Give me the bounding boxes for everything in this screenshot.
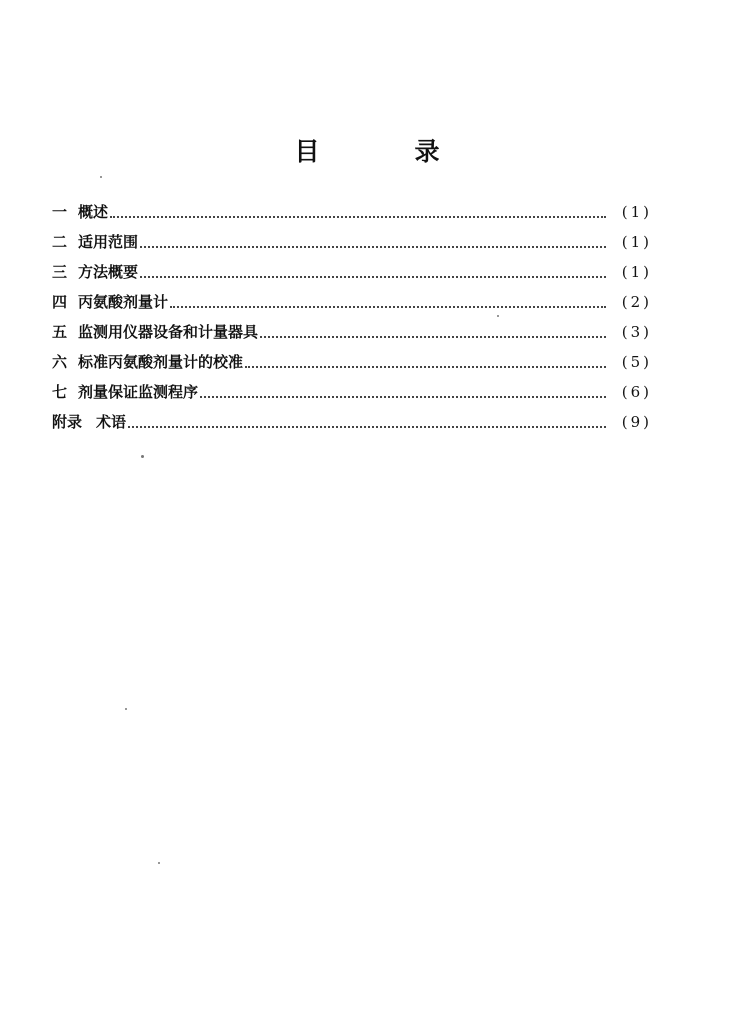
toc-entry-page: (9) — [621, 413, 652, 431]
title-char-1: 目 — [294, 137, 320, 166]
toc-leader-dots — [140, 216, 606, 248]
toc-entry-page: (1) — [621, 233, 652, 251]
toc-entry-number: 一 — [52, 203, 68, 221]
toc-entry-page: (3) — [621, 323, 652, 341]
toc-entry-title: 剂量保证监测程序 — [78, 383, 199, 401]
toc-entry-title: 标准丙氨酸剂量计的校准 — [78, 353, 244, 371]
toc-entry-number: 七 — [52, 383, 68, 401]
toc-entry-number: 附录 — [52, 413, 83, 431]
toc-entry-number: 五 — [52, 323, 68, 341]
toc-entry-page: (5) — [621, 353, 652, 371]
scan-speck — [141, 455, 144, 458]
toc-entry-title: 术语 — [96, 413, 127, 431]
toc-entry-number: 六 — [52, 353, 68, 371]
page-title — [292, 133, 442, 167]
toc-leader-dots — [128, 396, 606, 428]
toc-leader-dots — [140, 246, 606, 278]
toc-entry-page: (2) — [621, 293, 652, 311]
scan-speck — [497, 315, 499, 317]
toc-leader-dots — [170, 276, 606, 308]
scan-speck — [158, 862, 160, 864]
toc-entry-page: (1) — [621, 203, 652, 221]
toc-entry-number: 二 — [52, 233, 68, 251]
toc-entry-title: 适用范围 — [78, 233, 139, 251]
scan-speck — [100, 176, 102, 178]
toc-leader-dots — [200, 366, 606, 398]
toc-entry-appendix[interactable] — [52, 407, 652, 437]
toc-leader-dots — [110, 186, 606, 218]
toc-entry-page: (1) — [621, 263, 652, 281]
toc-entry-title: 方法概要 — [78, 263, 139, 281]
toc-leader-dots — [260, 306, 606, 338]
title-char-2: 录 — [414, 137, 440, 166]
toc-entry-number: 四 — [52, 293, 68, 311]
table-of-contents — [52, 197, 652, 437]
toc-entry-title: 监测用仪器设备和计量器具 — [78, 323, 259, 341]
toc-entry-page: (6) — [621, 383, 652, 401]
toc-entry-title: 概述 — [78, 203, 109, 221]
toc-leader-dots — [245, 336, 606, 368]
toc-entry-title: 丙氨酸剂量计 — [78, 293, 169, 311]
scan-speck — [125, 708, 127, 710]
toc-entry-number: 三 — [52, 263, 68, 281]
